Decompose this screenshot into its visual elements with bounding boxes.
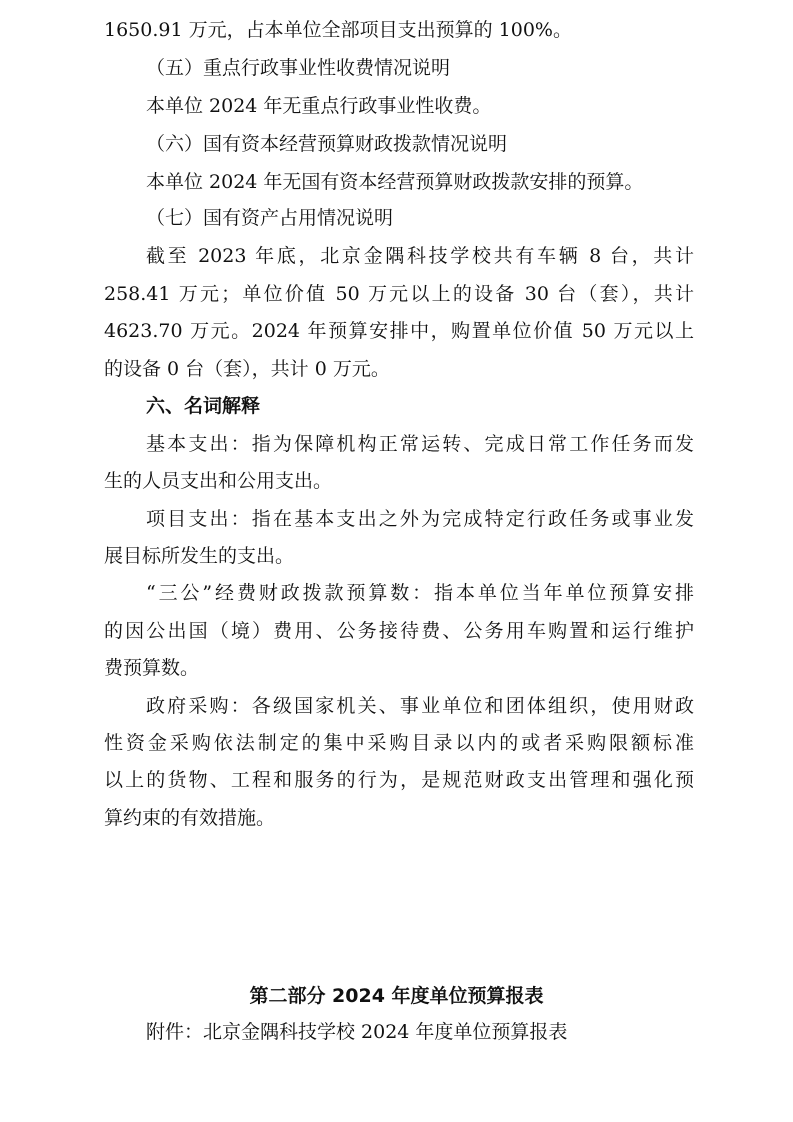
section-6-heading: （六）国有资本经营预算财政拨款情况说明 (146, 133, 508, 155)
part-2-title: 第二部分 2024 年度单位预算报表 (249, 985, 544, 1007)
glossary-procurement-line: 政府采购：各级国家机关、事业单位和团体组织，使用财政 (146, 695, 694, 717)
glossary-procurement-line: 算约束的有效措施。 (104, 807, 276, 829)
glossary-heading: 六、名词解释 (146, 395, 261, 417)
attachment-line: 附件：北京金隅科技学校 2024 年度单位预算报表 (146, 1021, 568, 1043)
glossary-project-line: 展目标所发生的支出。 (104, 545, 295, 567)
section-7-line: 的设备 0 台（套），共计 0 万元。 (104, 358, 390, 380)
section-7-line: 截至 2023 年底，北京金隅科技学校共有车辆 8 台，共计 (146, 245, 694, 267)
glossary-three-public-line: 的因公出国（境）费用、公务接待费、公务用车购置和运行维护 (104, 620, 694, 642)
glossary-procurement-line: 以上的货物、工程和服务的行为，是规范财政支出管理和强化预 (104, 769, 694, 791)
section-7-line: 4623.70 万元。2024 年预算安排中，购置单位价值 50 万元以上 (104, 320, 694, 342)
section-7-heading: （七）国有资产占用情况说明 (146, 207, 394, 229)
glossary-basic-line: 基本支出：指为保障机构正常运转、完成日常工作任务而发 (146, 433, 694, 455)
glossary-procurement-line: 性资金采购依法制定的集中采购目录以内的或者采购限额标准 (104, 732, 694, 754)
glossary-basic-line: 生的人员支出和公用支出。 (104, 470, 333, 492)
section-5-heading: （五）重点行政事业性收费情况说明 (146, 57, 451, 79)
section-7-line: 258.41 万元；单位价值 50 万元以上的设备 30 台（套），共计 (104, 283, 694, 305)
intro-line: 1650.91 万元，占本单位全部项目支出预算的 100%。 (104, 19, 572, 41)
section-6-text: 本单位 2024 年无国有资本经营预算财政拨款安排的预算。 (146, 171, 644, 193)
section-5-text: 本单位 2024 年无重点行政事业性收费。 (146, 95, 492, 117)
glossary-project-line: 项目支出：指在基本支出之外为完成特定行政任务或事业发 (146, 508, 694, 530)
glossary-three-public-line: “三公”经费财政拨款预算数：指本单位当年单位预算安排 (146, 582, 694, 604)
glossary-three-public-line: 费预算数。 (104, 657, 200, 679)
